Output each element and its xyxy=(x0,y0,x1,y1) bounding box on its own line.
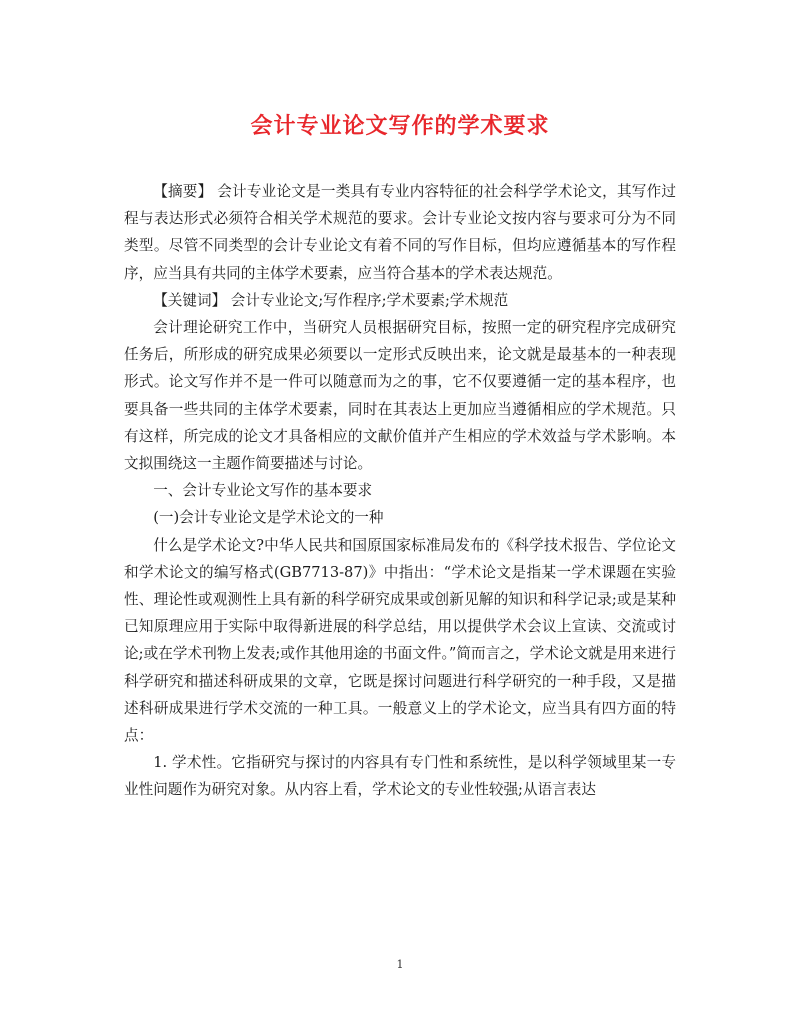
feature-paragraph-1: 1. 学术性。它指研究与探讨的内容具有专门性和系统性，是以科学领域里某一专业性问题作为研究对象。从内容上看，学术论文的专业性较强;从语言表达 xyxy=(124,754,676,799)
section-heading-1: 一、会计专业论文写作的基本要求 xyxy=(153,482,373,500)
subsection-heading-1: (一)会计专业论文是学术论文的一种 xyxy=(153,509,384,527)
abstract-paragraph: 【摘要】 会计专业论文是一类具有专业内容特征的社会科学学术论文，其写作过程与表达形式必须符合相关学术规范的要求。会计专业论文按内容与要求可分为不同类型。尽管不同类型的会计专业论文有着不同的写作目标，但均应遵循基本的写作程序，应当具有共同的主体学术要素，应当符合基本的学术表达规范。 xyxy=(124,183,676,282)
definition-paragraph: 什么是学术论文?中华人民共和国原国家标准局发布的《科学技术报告、学位论文和学术论文的编写格式(GB7713-87)》中指出：“学术论文是指某一学术课题在实验性、理论性或观测性上具有新的科学研究成果或创新见解的知识和科学记录;或是某种已知原理应用于实际中取得新进展的科学总结，用以提供学术会议上宣读、交流或讨论;或在学术刊物上发表;或作其他用途的书面文件。”简而言之，学术论文就是用来进行科学研究和描述科研成果的文章，它既是探讨问题进行科学研究的一种手段，又是描述科研成果进行学术交流的一种工具。一般意义上的学术论文，应当具有四方面的特点： xyxy=(124,536,676,745)
intro-paragraph: 会计理论研究工作中，当研究人员根据研究目标，按照一定的研究程序完成研究任务后，所形成的研究成果必须要以一定形式反映出来，论文就是最基本的一种表现形式。论文写作并不是一件可以随意而为之的事，它不仅要遵循一定的基本程序，也要具备一些共同的主体学术要素，同时在其表达上更加应当遵循相应的学术规范。只有这样，所完成的论文才具备相应的文献价值并产生相应的学术效益与学术影响。本文拟围绕这一主题作简要描述与讨论。 xyxy=(124,319,676,473)
document-body xyxy=(124,178,676,804)
keywords-paragraph: 【关键词】 会计专业论文;写作程序;学术要素;学术规范 xyxy=(153,291,509,309)
page-number: 1 xyxy=(396,958,404,971)
document-title: 会计专业论文写作的学术要求 xyxy=(250,114,550,139)
